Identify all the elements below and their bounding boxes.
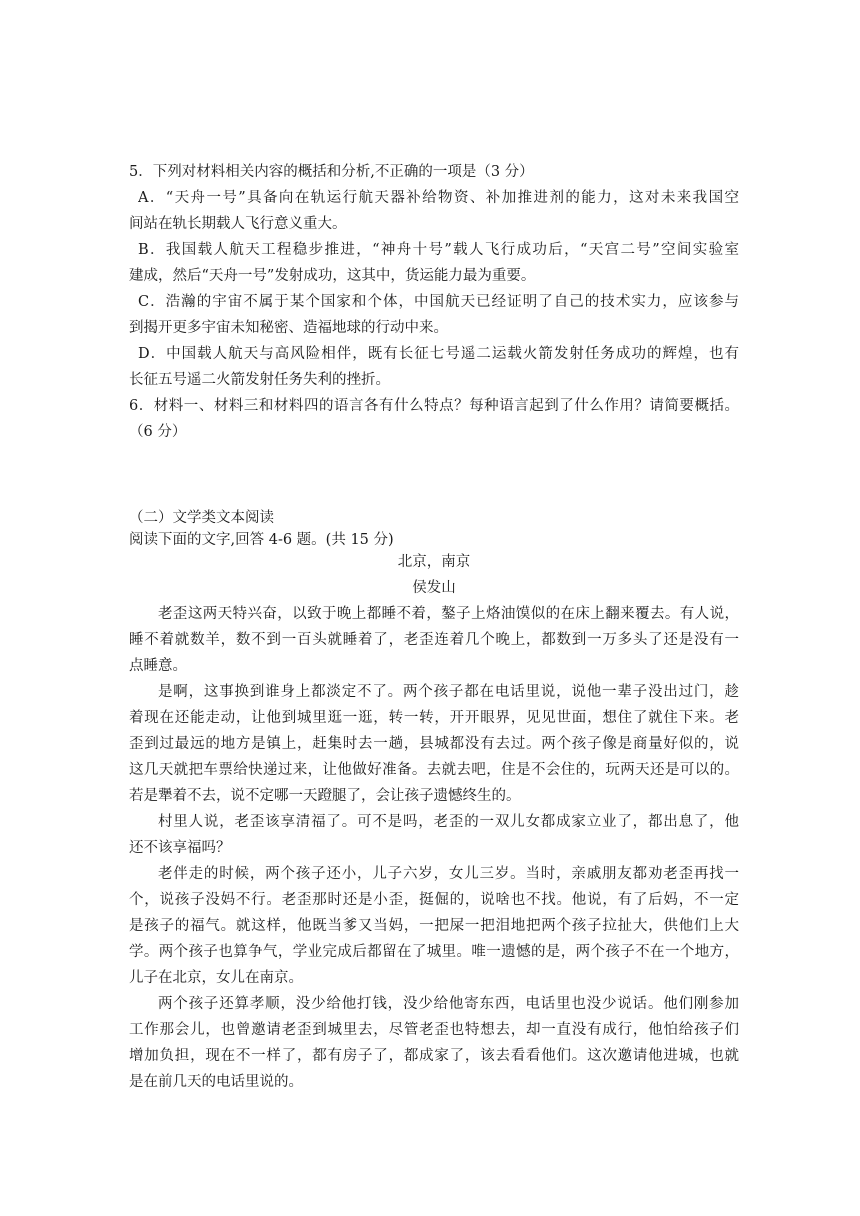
section-heading: （二）文学类文本阅读 <box>129 510 274 526</box>
question-6-line-1: 6．材料一、材料三和材料四的语言各有什么特点？每种语言起到了什么作用？请简要概括。 <box>129 398 739 414</box>
paragraph-5-line-1: 两个孩子还算孝顺，没少给他打钱，没少给他寄东西，电话里也没少说话。他们刚参加 <box>158 996 739 1012</box>
story-title: 北京，南京 <box>397 554 471 570</box>
question-6-line-2: （6 分） <box>129 424 187 440</box>
option-b-line-1: B．我国载人航天工程稳步推进，“神舟十号”载人飞行成功后，“天宫二号”空间实验室 <box>138 242 739 258</box>
paragraph-2-line-4: 这几天就把车票给快递过来，让他做好准备。去就去吧，住是不会住的，玩两天还是可以的。 <box>129 762 739 778</box>
option-b-line-2: 建成，然后“天舟一号”发射成功，这其中，货运能力最为重要。 <box>129 268 536 284</box>
option-a-line-2: 间站在轨长期载人飞行意义重大。 <box>129 216 347 232</box>
option-d-line-1: D．中国载人航天与高风险相伴，既有长征七号遥二运载火箭发射任务成功的辉煌，也有 <box>138 346 739 362</box>
paragraph-1-line-1: 老歪这两天特兴奋，以致于晚上都睡不着，鏊子上烙油馍似的在床上翻来覆去。有人说， <box>158 606 739 622</box>
paragraph-5-line-2: 工作那会儿，也曾邀请老歪到城里去，尽管老歪也特想去，却一直没有成行，他怕给孩子们 <box>129 1022 739 1038</box>
paragraph-5-line-4: 是在前几天的电话里说的。 <box>129 1074 303 1090</box>
paragraph-4-line-3: 是孩子的福气。就这样，他既当爹又当妈，一把屎一把泪地把两个孩子拉扯大，供他们上大 <box>129 918 739 934</box>
paragraph-3-line-1: 村里人说，老歪该享清福了。可不是吗，老歪的一双儿女都成家立业了，都出息了，他 <box>158 814 739 830</box>
paragraph-4-line-2: 个，说孩子没妈不行。老歪那时还是小歪，挺倔的，说啥也不找。他说，有了后妈，不一定 <box>129 892 739 908</box>
option-c-line-1: C．浩瀚的宇宙不属于某个国家和个体，中国航天已经证明了自己的技术实力，应该参与 <box>138 294 739 310</box>
paragraph-2-line-3: 歪到过最远的地方是镇上，赶集时去一趟，县城都没有去过。两个孩子像是商量好似的，说 <box>129 736 739 752</box>
question-5-stem: 5．下列对材料相关内容的概括和分析,不正确的一项是（3 分） <box>129 164 534 180</box>
story-author: 侯发山 <box>412 580 456 596</box>
paragraph-5-line-3: 增加负担，现在不一样了，都有房子了，都成家了，该去看看他们。这次邀请他进城，也就 <box>129 1048 739 1064</box>
option-d-line-2: 长征五号遥二火箭发射任务失利的挫折。 <box>129 372 390 388</box>
paragraph-4-line-4: 学。两个孩子也算争气，学业完成后都留在了城里。唯一遗憾的是，两个孩子不在一个地方， <box>129 944 739 960</box>
option-c-line-2: 到揭开更多宇宙未知秘密、造福地球的行动中来。 <box>129 320 448 336</box>
paragraph-2-line-5: 若是犟着不去，说不定哪一天蹬腿了，会让孩子遗憾终生的。 <box>129 788 521 804</box>
paragraph-1-line-3: 点睡意。 <box>129 658 187 674</box>
section-instruction: 阅读下面的文字,回答 4-6 题。(共 15 分) <box>129 532 394 548</box>
paragraph-4-line-5: 儿子在北京，女儿在南京。 <box>129 970 303 986</box>
option-a-line-1: A．“天舟一号”具备向在轨运行航天器补给物资、补加推进剂的能力，这对未来我国空 <box>138 190 739 206</box>
paragraph-2-line-2: 着现在还能走动，让他到城里逛一逛，转一转，开开眼界，见见世面，想住了就住下来。老 <box>129 710 739 726</box>
paragraph-1-line-2: 睡不着就数羊，数不到一百头就睡着了，老歪连着几个晚上，都数到一万多头了还是没有一 <box>129 632 739 648</box>
paragraph-3-line-2: 还不该享福吗？ <box>129 840 231 856</box>
paragraph-4-line-1: 老伴走的时候，两个孩子还小，儿子六岁，女儿三岁。当时，亲戚朋友都劝老歪再找一 <box>158 866 739 882</box>
paragraph-2-line-1: 是啊，这事换到谁身上都淡定不了。两个孩子都在电话里说，说他一辈子没出过门，趁 <box>158 684 739 700</box>
